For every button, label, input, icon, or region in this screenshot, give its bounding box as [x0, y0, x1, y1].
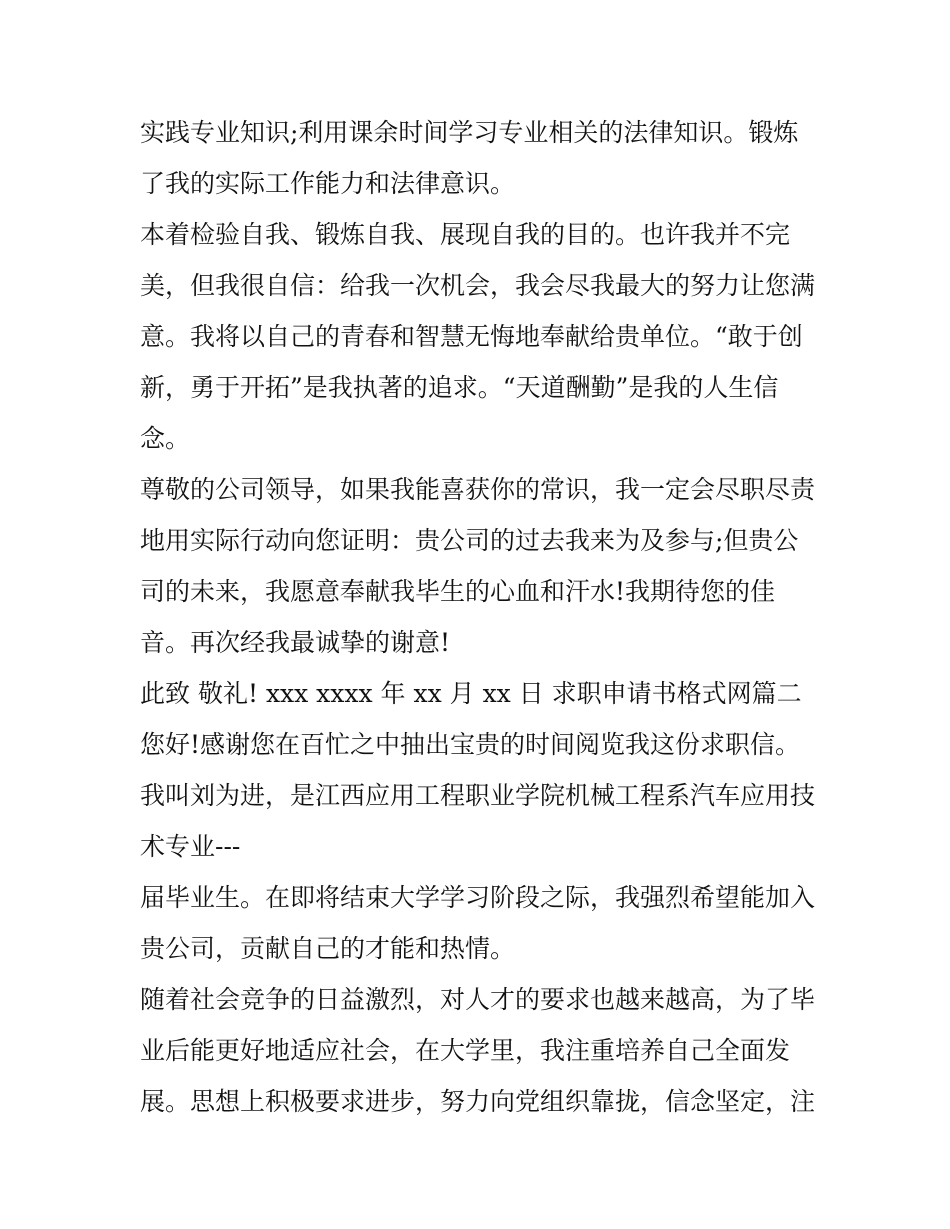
- text-line: 您好!感谢您在百忙之中抽出宝贵的时间阅览我这份求职信。: [140, 730, 801, 759]
- text-line: 音。再次经我最诚挚的谢意!: [140, 628, 451, 657]
- text-line: 司的未来，我愿意奉献我毕生的心血和汗水!我期待您的佳: [140, 577, 776, 606]
- text-line: 随着社会竞争的日益激烈，对人才的要求也越来越高，为了毕: [140, 985, 816, 1014]
- text-line: 术专业---: [140, 832, 241, 861]
- text-line: 地用实际行动向您证明：贵公司的过去我来为及参与;但贵公: [140, 526, 799, 555]
- text-line: 届毕业生。在即将结束大学学习阶段之际，我强烈希望能加入: [140, 883, 816, 912]
- text-line: 实践专业知识;利用课余时间学习专业相关的法律知识。锻炼: [140, 118, 799, 147]
- text-line: 展。思想上积极要求进步，努力向党组织靠拢，信念坚定，注: [140, 1087, 816, 1116]
- text-line: 此致 敬礼! xxx xxxx 年 xx 月 xx 日 求职申请书格式网篇二: [140, 679, 802, 708]
- text-line: 业后能更好地适应社会，在大学里，我注重培养自己全面发: [140, 1036, 791, 1065]
- text-line: 尊敬的公司领导，如果我能喜获你的常识，我一定会尽职尽责: [140, 475, 816, 504]
- text-line: 贵公司，贡献自己的才能和热情。: [140, 934, 516, 963]
- text-line: 了我的实际工作能力和法律意识。: [140, 169, 516, 198]
- text-line: 美，但我很自信：给我一次机会，我会尽我最大的努力让您满: [140, 271, 816, 300]
- text-line: 念。: [140, 424, 191, 453]
- document-body: [140, 107, 830, 1127]
- text-line: 我叫刘为进，是江西应用工程职业学院机械工程系汽车应用技: [140, 781, 816, 810]
- text-line: 本着检验自我、锻炼自我、展现自我的目的。也许我并不完: [140, 220, 791, 249]
- text-line: 新，勇于开拓”是我执著的追求。“天道酬勤”是我的人生信: [140, 373, 779, 402]
- text-line: 意。我将以自己的青春和智慧无悔地奉献给贵单位。“敢于创: [140, 322, 803, 351]
